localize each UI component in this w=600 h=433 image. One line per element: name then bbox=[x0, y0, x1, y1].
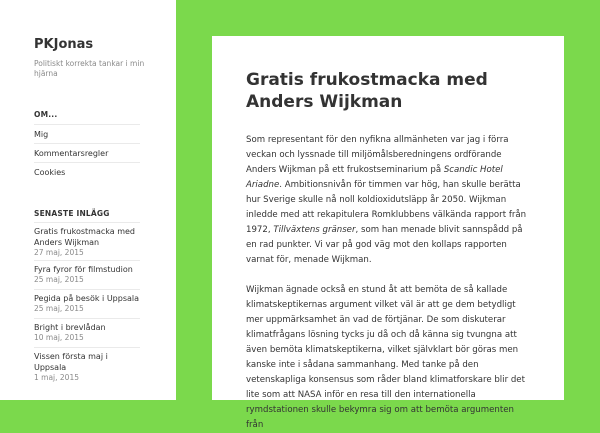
recent-post-link[interactable]: Fyra fyror för filmstudion bbox=[34, 265, 133, 274]
om-item-kommentarsregler[interactable]: Kommentarsregler bbox=[34, 143, 140, 162]
recent-post-date: 1 maj, 2015 bbox=[34, 373, 79, 382]
hotel-name: Scandic Hotel Ariadne bbox=[246, 165, 503, 190]
recent-post-link[interactable]: Gratis frukostmacka med Anders Wijkman bbox=[34, 227, 136, 247]
site-description: Politiskt korrekta tankar i min hjärna bbox=[34, 59, 145, 78]
list-item bbox=[34, 347, 140, 382]
paragraph-text: . Ambitionsnivån för timmen var hög, han skulle berätta hur Sverige skulle nå noll koldioxidutsläpp år 2050. Wijkman inledde med att rekapitulera Romklubbens välkända rapport från 1972, bbox=[246, 180, 527, 235]
recent-post-date: 25 maj, 2015 bbox=[34, 275, 84, 284]
list-item bbox=[34, 318, 140, 347]
recent-post-link[interactable]: Pegida på besök i Uppsala bbox=[34, 294, 140, 303]
recent-post-link[interactable]: Bright i brevlådan bbox=[34, 323, 106, 332]
list-item bbox=[34, 289, 140, 318]
recent-post-date: 25 maj, 2015 bbox=[34, 304, 84, 313]
recent-post-date: 27 maj, 2015 bbox=[34, 248, 84, 257]
list-item bbox=[34, 222, 140, 260]
paragraph-text: Som representant för den nyfikna allmänheten var jag i förra veckan och lyssnade till miljömålsberedningens ordförande Anders Wijkman på ett frukostseminarium på bbox=[246, 135, 509, 175]
report-title: Tillväxtens gränser bbox=[273, 225, 356, 235]
paragraph-text: , som han menade blivit sannspådd på en rad punkter. Vi var på god väg mot den kollaps rapporten varnat för, menade Wijkman. bbox=[246, 225, 523, 265]
article-paragraph-1 bbox=[246, 133, 532, 268]
om-widget-title: OM... bbox=[34, 110, 58, 119]
sidebar bbox=[0, 0, 176, 400]
site-title[interactable]: PKJonas bbox=[34, 37, 94, 52]
recent-post-link[interactable]: Vissen första maj i Uppsala bbox=[34, 352, 108, 372]
recent-posts-list bbox=[34, 222, 140, 382]
recent-posts-title: SENASTE INLÄGG bbox=[34, 209, 110, 218]
list-item bbox=[34, 260, 140, 289]
article-panel bbox=[212, 36, 564, 430]
om-item-mig[interactable]: Mig bbox=[34, 124, 140, 143]
article-title[interactable]: Gratis frukostmacka med Anders Wijkman bbox=[246, 70, 488, 112]
recent-post-date: 10 maj, 2015 bbox=[34, 333, 84, 342]
article-paragraph-2: Wijkman ägnade också en stund åt att bemöta de så kallade klimatskeptikernas argument vilket väl är att ge dem betydligt mer uppmärksamhet än vad de förtjänar. De som diskuterar klimatfrågans lösning tycks ju då och då känna sig tvungna att även bemöta klimatskeptikerna, vilket självklart bör göras men kanske inte i sådana sammanhang. Med tanke på den vetenskapliga konsensus som råder bland klimatforskare blir det lite som att NASA inför en resa till den internationella rymdstationen skulle bekymra sig om att bemöta argumenten från bbox=[246, 285, 525, 430]
article-content bbox=[246, 133, 532, 433]
om-item-cookies[interactable]: Cookies bbox=[34, 162, 140, 181]
om-menu bbox=[34, 124, 140, 181]
